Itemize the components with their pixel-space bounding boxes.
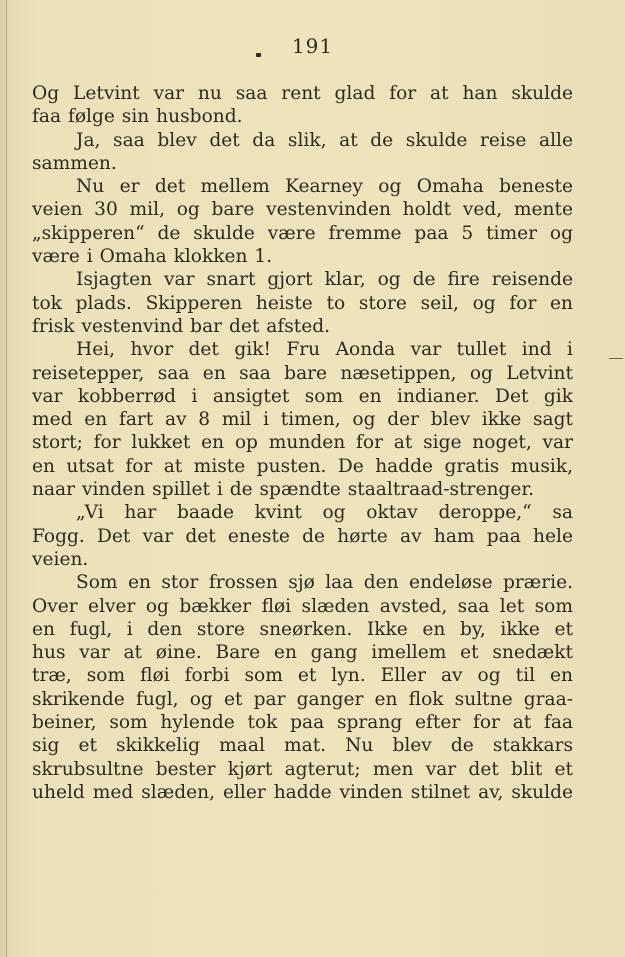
text-line: Og Letvint var nu saa rent glad for at han skulde — [32, 83, 573, 104]
text-line: Isjagten var snart gjort klar, og de fire reisende — [76, 269, 573, 291]
text-line: være i Omaha klokken 1. — [32, 246, 273, 268]
text-line: stort; for lukket en op munden for at sige noget, var — [32, 432, 573, 454]
text-line: naar vinden spillet i de spændte staaltraad-strenger. — [32, 479, 535, 501]
text-line: var kobberrød i ansigtet som en indianer. Det gik — [32, 385, 573, 407]
text-line: frisk vestenvind bar det afsted. — [32, 315, 331, 337]
text-line: sig et skikkelig maal mat. Nu blev de stakkars — [32, 735, 573, 757]
text-line: Som en stor frossen sjø laa den endeløse prærie. — [76, 572, 573, 594]
text-line: Over elver og bækker fløi slæden avsted, saa let som — [32, 595, 573, 617]
text-line: en utsat for at miste pusten. De hadde gratis musik, — [32, 455, 573, 477]
text-line: veien. — [32, 548, 89, 570]
ink-dot — [256, 53, 261, 57]
text-line: faa følge sin husbond. — [32, 106, 243, 128]
text-line: Fogg. Det var det eneste de hørte av ham paa hele — [32, 525, 573, 547]
text-line: reisetepper, saa en saa bare næsetippen, og Letvint — [32, 362, 573, 384]
text-line: med en fart av 8 mil i timen, og der blev ikke sagt — [32, 409, 573, 431]
text-line: Ja, saa blev det da slik, at de skulde reise alle — [76, 129, 573, 151]
text-line: Nu er det mellem Kearney og Omaha beneste — [76, 176, 573, 198]
text-line: tok plads. Skipperen heiste to store seil, og for en — [32, 292, 573, 314]
text-line: sammen. — [32, 152, 117, 174]
body-text — [32, 82, 573, 804]
text-line: skrikende fugl, og et par ganger en flok sultne graa- — [32, 688, 573, 710]
text-line: skrubsultne bester kjørt agterut; men var det blit et — [32, 758, 573, 780]
text-line: „Vi har baade kvint og oktav deroppe,“ sa — [76, 502, 573, 524]
text-line: en fugl, i den store sneørken. Ikke en by, ikke et — [32, 618, 573, 640]
page-binding-edge — [6, 0, 7, 957]
text-line: uheld med slæden, eller hadde vinden stilnet av, skulde — [32, 781, 573, 803]
text-line: hus var at øine. Bare en gang imellem et snedækt — [32, 642, 573, 664]
text-line: „skipperen“ de skulde være fremme paa 5 timer og — [32, 222, 573, 244]
text-line: træ, som fløi forbi som et lyn. Eller av og til en — [32, 665, 573, 687]
text-line: Hei, hvor det gik! Fru Aonda var tullet ind i — [76, 339, 573, 361]
margin-mark — [609, 358, 623, 359]
text-line: veien 30 mil, og bare vestenvinden holdt ved, mente — [32, 199, 573, 221]
page-number: 191 — [291, 34, 334, 58]
text-line: beiner, som hylende tok paa sprang efter for at faa — [32, 712, 573, 734]
